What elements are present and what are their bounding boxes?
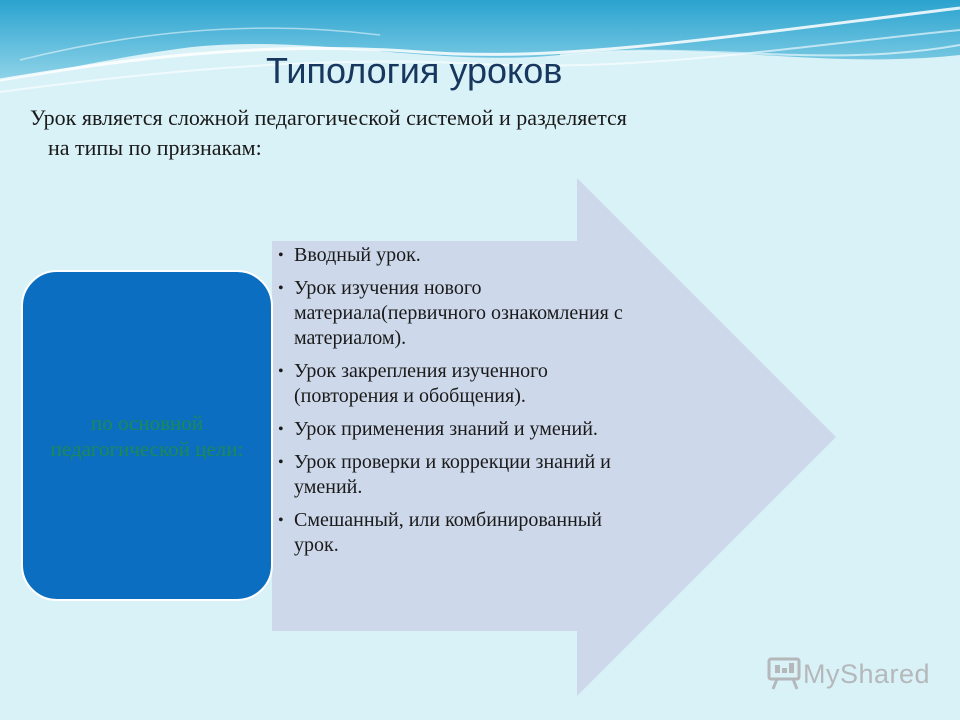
lesson-types-list	[276, 243, 636, 566]
watermark-brand: MyShared	[803, 658, 931, 689]
list-item: • Урок применения знаний и умений.	[276, 417, 636, 442]
projector-screen-icon	[767, 657, 803, 691]
criterion-label: по основной педагогической цели:	[50, 410, 244, 461]
intro-line-2: на типы по признакам:	[48, 135, 262, 160]
list-item: • Вводный урок.	[276, 243, 636, 268]
slide-title: Типология уроков	[266, 50, 563, 91]
list-item: • Смешанный, или комбинированный урок.	[276, 508, 636, 558]
intro-line-1: Урок является сложной педагогической системой и разделяется	[30, 105, 627, 130]
list-item: • Урок проверки и коррекции знаний и умений.	[276, 450, 636, 500]
list-item: • Урок изучения нового материала(первичного ознакомления с материалом).	[276, 276, 636, 351]
criterion-box	[21, 270, 273, 601]
myshared-watermark	[767, 657, 930, 691]
list-item: • Урок закрепления изученного (повторения и обобщения).	[276, 359, 636, 409]
